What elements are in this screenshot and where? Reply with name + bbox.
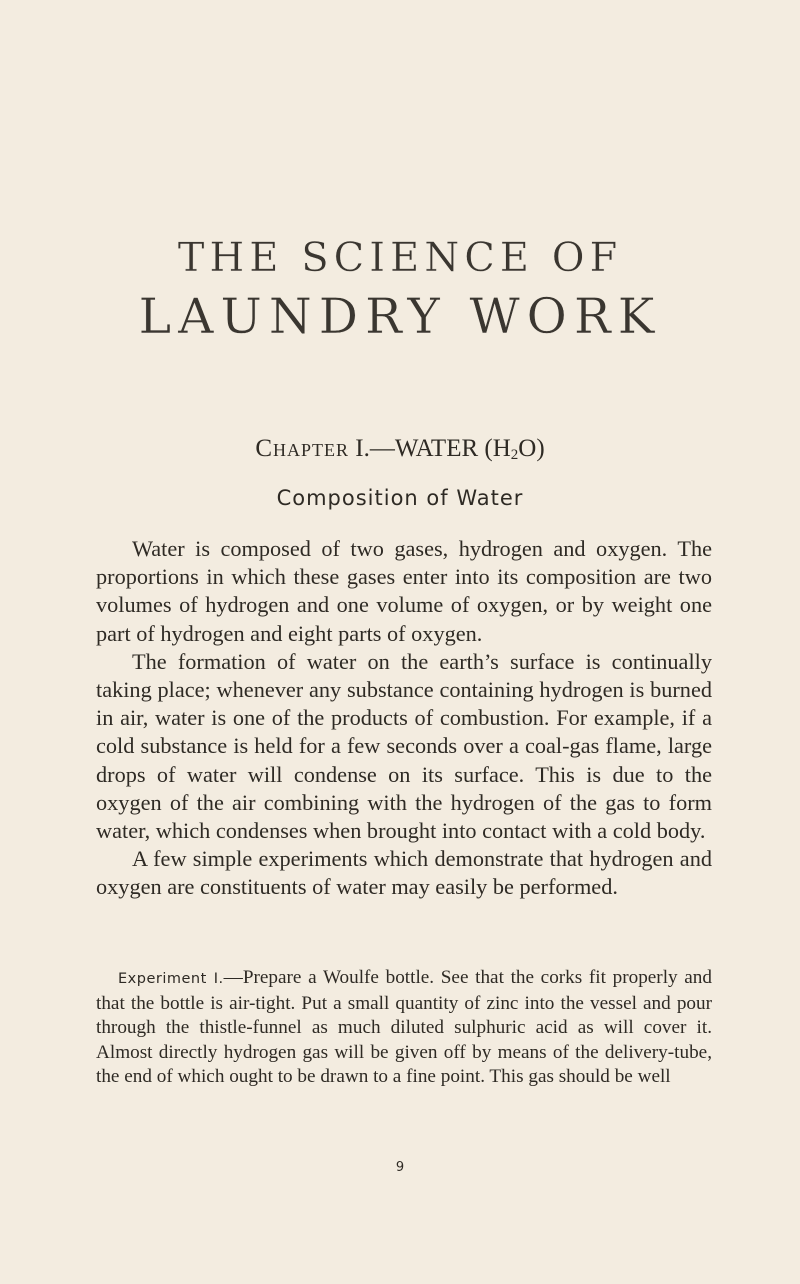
book-title-line-2: LAUNDRY WORK — [138, 288, 662, 345]
body-text — [96, 535, 712, 902]
chapter-label: Chapter — [255, 435, 349, 462]
experiment-lead: Experiment I. — [118, 971, 224, 987]
chapter-title-subscript: 2 — [510, 447, 519, 463]
page-number: 9 — [395, 1160, 405, 1175]
paragraph: Water is composed of two gases, hydrogen and oxygen. The proportions in which these gases enter into its composition are two volumes of hydrogen and one volume of oxygen, or by weight one part of hydrogen and eight parts of oxygen. — [96, 536, 712, 646]
chapter-title-end: O) — [518, 435, 545, 462]
paragraph: A few simple experiments which demonstrate that hydrogen and oxygen are constituents of water may easily be performed. — [96, 846, 712, 900]
chapter-title: I.—WATER (H — [355, 435, 511, 462]
paragraph: The formation of water on the earth’s surface is continually taking place; whenever any substance containing hydrogen is burned in air, water is one of the products of combustion. For example, if a cold substance is held for a few seconds over a coal-gas flame, large drops of water will condense on its surface. This is due to the oxygen of the air combining with the hydrogen of the gas to form water, which condenses when brought into contact with a cold body. — [96, 648, 712, 844]
chapter-heading — [0, 435, 800, 464]
section-heading: Composition of Water — [276, 486, 524, 510]
experiment-text: —Prepare a Woulfe bottle. See that the corks fit properly and that the bottle is air-tight. Put a small quantity of zinc into the vessel and pour through the thistle-funnel as much diluted sulphuric acid as will cover it. Almost directly hydrogen gas will be given off by means of the delivery-tube, the end of which ought to be drawn to a fine point. This gas should be well — [96, 967, 712, 1088]
experiment-paragraph — [96, 966, 712, 1090]
book-title-line-1: THE SCIENCE OF — [177, 235, 623, 281]
